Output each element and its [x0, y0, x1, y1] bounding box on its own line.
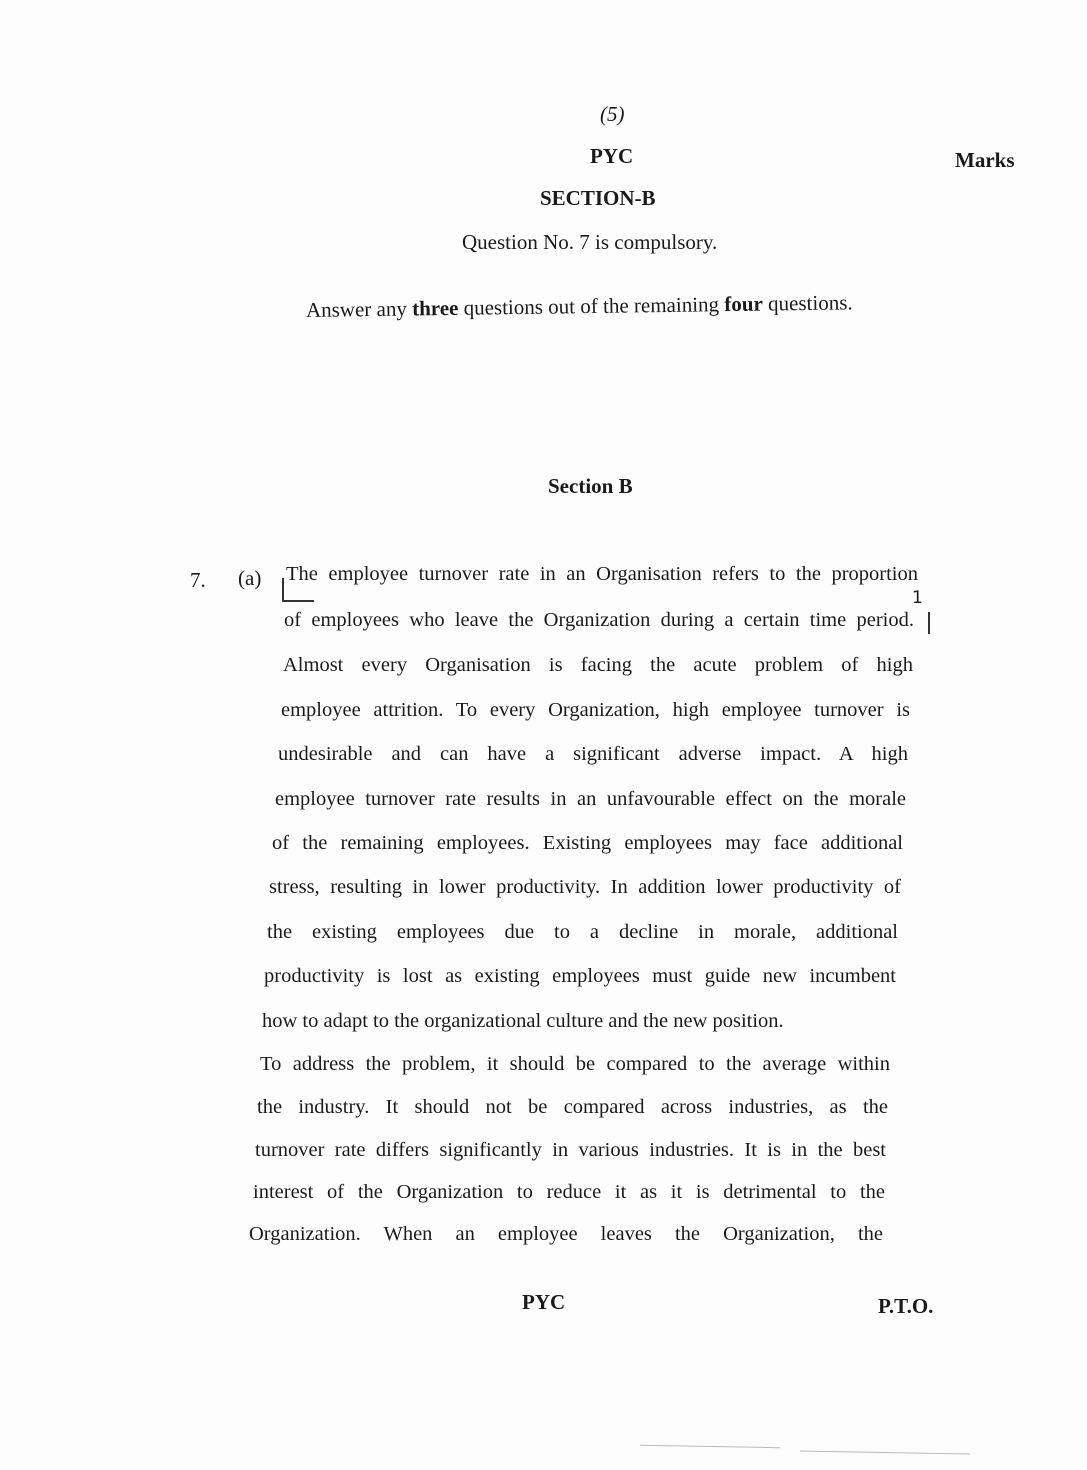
text-line: stress, resulting in lower productivity. In addition lower productivity of — [269, 876, 901, 898]
page-number: (5) — [600, 102, 625, 126]
scan-artifact-line — [800, 1451, 970, 1455]
text-line: the industry. It should not be compared across industries, as the — [257, 1096, 888, 1118]
scan-artifact-line — [640, 1445, 780, 1448]
text-line: The employee turnover rate in an Organisation refers to the proportion — [286, 563, 918, 585]
text-line: of employees who leave the Organization during a certain time period. — [284, 609, 914, 631]
margin-mark: 1 — [912, 588, 923, 608]
footer-paper-code: PYC — [522, 1290, 566, 1314]
text-line: undesirable and can have a significant adverse impact. A high — [278, 743, 908, 765]
answer-section-title: Section B — [548, 474, 633, 498]
section-heading: SECTION-B — [540, 186, 656, 210]
footer-pto: P.T.O. — [878, 1294, 934, 1318]
question-number: 7. — [190, 568, 206, 592]
text-line: turnover rate differs significantly in various industries. It is in the best — [255, 1139, 886, 1161]
instruction-emphasis: four — [724, 291, 763, 317]
instruction-compulsory: Question No. 7 is compulsory. — [462, 230, 718, 254]
text-line: Almost every Organisation is facing the acute problem of high — [283, 654, 913, 676]
text-line: employee attrition. To every Organization, high employee turnover is — [281, 699, 910, 721]
text-line: how to adapt to the organizational culture and the new position. — [262, 1010, 784, 1032]
text-line: employee turnover rate results in an unfavourable effect on the morale — [275, 788, 906, 810]
paper-code: PYC — [590, 144, 634, 168]
bracket-close-mark — [918, 612, 930, 634]
text-line: To address the problem, it should be compared to the average within — [260, 1053, 890, 1075]
instruction-text: questions. — [762, 290, 853, 316]
text-line: Organization. When an employee leaves the Organization, the — [249, 1223, 883, 1245]
instruction-answer-three — [306, 290, 853, 323]
instruction-text: questions out of the remaining — [458, 292, 725, 320]
text-line: productivity is lost as existing employees must guide new incumbent — [264, 965, 896, 987]
text-line: of the remaining employees. Existing employees may face additional — [272, 832, 903, 854]
part-label: (a) — [238, 566, 262, 590]
text-line: interest of the Organization to reduce it as it is detrimental to the — [253, 1181, 885, 1203]
marks-label: Marks — [955, 148, 1015, 172]
instruction-text: Answer any — [305, 296, 413, 322]
instruction-emphasis: three — [411, 295, 459, 321]
text-line: the existing employees due to a decline in morale, additional — [267, 921, 898, 943]
